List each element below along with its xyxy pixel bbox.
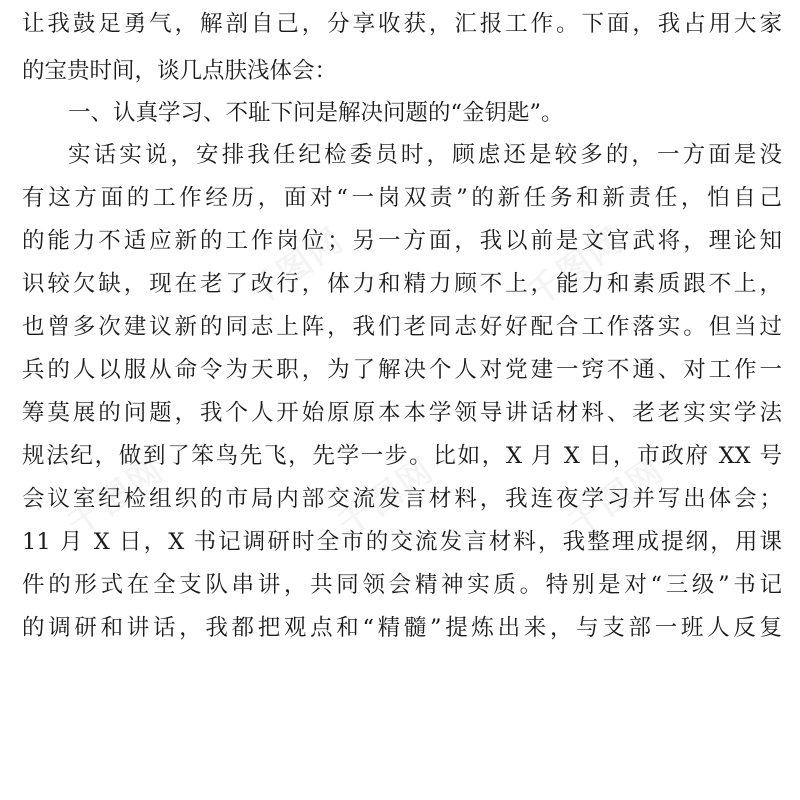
watermark-logo: 千图网 <box>330 450 442 545</box>
body-text-line: 规法纪，做到了笨鸟先飞，先学一步。比如，X 月 X 日，市政府 XX 号 <box>22 443 782 469</box>
body-text-line: 件的形式在全支队串讲，共同领会精神实质。特别是对“三级”书记 <box>22 572 782 598</box>
watermark-logo: 千图网 <box>240 220 352 315</box>
body-text-line: 兵的人以服从命令为天职，为了解决个人对党建一窍不通、对工作一 <box>22 357 782 383</box>
body-text-line: 的能力不适应新的工作岗位；另一方面，我以前是文官武将，理论知 <box>22 228 782 254</box>
body-text-line: 的宝贵时间，谈几点肤浅体会： <box>22 58 338 84</box>
body-text-line: 也曾多次建议新的同志上阵，我们老同志好好配合工作落实。但当过 <box>22 314 782 340</box>
body-text-line: 11 月 X 日，X 书记调研时全市的交流发言材料，我整理成提纲，用课 <box>22 529 782 555</box>
watermark-logo: 千图网 <box>560 450 672 545</box>
body-text-line: 会议室纪检组织的市局内部交流发言材料，我连夜学习并写出体会； <box>22 486 782 512</box>
body-text-line: 让我鼓足勇气，解剖自己，分享收获，汇报工作。下面，我占用大家 <box>22 11 782 37</box>
body-text-line: 的调研和讲话，我都把观点和“精髓”提炼出来，与支部一班人反复 <box>22 615 782 641</box>
body-text-line: 筹莫展的问题，我个人开始原原本本学领导讲话材料、老老实实学法 <box>22 400 782 426</box>
watermark-logo: 千图网 <box>520 220 632 315</box>
body-text-line: 识较欠缺，现在老了改行，体力和精力顾不上，能力和素质跟不上， <box>22 271 782 297</box>
section-heading: 一、认真学习、不耻下问是解决问题的“金钥匙”。 <box>68 100 564 126</box>
watermark-logo: 千图网 <box>60 450 172 545</box>
body-text-line: 实话实说，安排我任纪检委员时，顾虑还是较多的，一方面是没 <box>68 142 782 168</box>
body-text-line: 有这方面的工作经历，面对“一岗双责”的新任务和新责任，怕自己 <box>22 185 782 211</box>
